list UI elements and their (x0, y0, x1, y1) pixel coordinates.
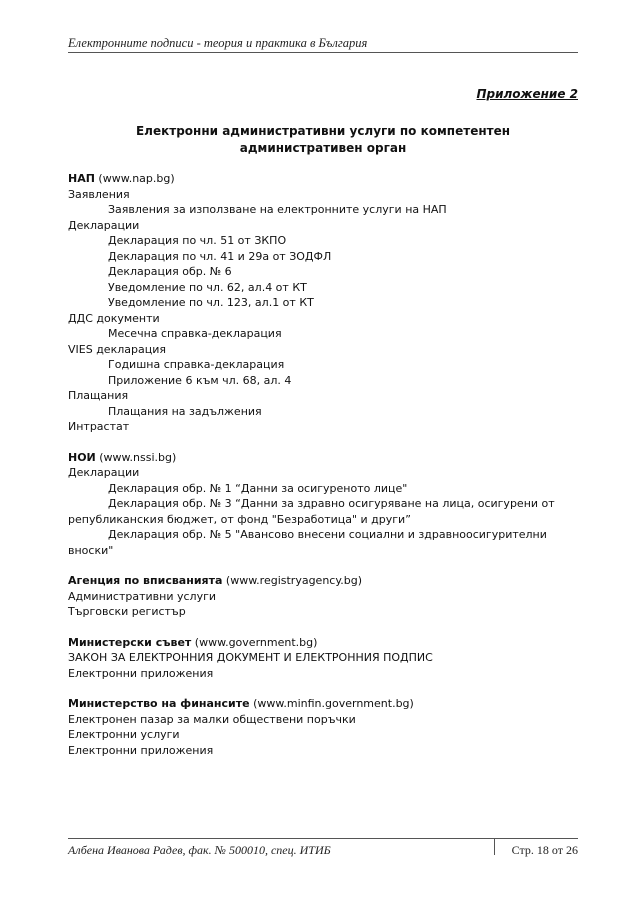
list-item: ЗАКОН ЗА ЕЛЕКТРОННИЯ ДОКУМЕНТ И ЕЛЕКТРОННИЯ ПОДПИС (68, 651, 433, 664)
page-title-line-1: Електронни административни услуги по компетентен (135, 124, 511, 138)
list-item: Плащания на задължения (108, 404, 262, 418)
list-item: Декларация по чл. 51 от ЗКПО (108, 234, 287, 247)
list-item: Електронни услуги (68, 728, 180, 741)
page-number: Стр. 18 от 26 (511, 843, 578, 857)
section-url: (www.government.bg) (191, 635, 318, 649)
section-spacer (68, 435, 578, 450)
services-list (68, 171, 578, 758)
category-label: Плащания (68, 389, 129, 402)
list-item: Административни услуги (68, 589, 217, 603)
section-spacer (68, 620, 578, 635)
section-name: Агенция по вписванията (68, 574, 223, 587)
section-url: (www.nap.bg) (94, 172, 175, 185)
list-item: Електронни приложения (68, 666, 214, 680)
category-label: ДДС документи (68, 311, 160, 325)
running-header: Електронните подписи - теория и практика в България (68, 36, 368, 50)
category-label: VIES декларация (68, 342, 166, 356)
section-heading-finance (68, 696, 578, 712)
category-label: Интрастат (68, 420, 130, 433)
list-item: Електронни приложения (68, 743, 214, 757)
section-heading-registry (68, 573, 578, 589)
list-item: Декларация обр. № 1 “Данни за осигуреното лице" (108, 481, 408, 495)
header-rule (68, 52, 578, 53)
list-item: Заявления за използване на електронните услуги на НАП (108, 203, 447, 216)
section-heading-council (68, 635, 578, 651)
section-name: НАП (68, 172, 95, 185)
list-item: Декларация обр. № 5 "Авансово внесени социални и здравноосигурителни вноски" (68, 528, 547, 557)
list-item: Електронен пазар за малки обществени поръчки (68, 712, 356, 726)
page-title (68, 123, 578, 157)
appendix-label: Приложение 2 (476, 87, 578, 101)
list-item: Месечна справка-декларация (108, 327, 282, 340)
section-url: (www.minfin.government.bg) (249, 697, 414, 710)
list-item: Декларация по чл. 41 и 29а от ЗОДФЛ (108, 249, 332, 263)
list-item: Декларация обр. № 6 (108, 265, 232, 278)
list-item: Уведомление по чл. 62, ал.4 от КТ (108, 280, 307, 294)
category-label: Декларации (68, 218, 140, 232)
category-label: Заявления (68, 187, 130, 201)
footer-author: Албена Иванова Радев, фак. № 500010, спец. ИТИБ (68, 843, 331, 857)
list-item: Годишна справка-декларация (108, 358, 285, 371)
section-url: (www.registryagency.bg) (222, 574, 363, 587)
section-name: НОИ (68, 450, 96, 464)
category-label: Декларации (68, 466, 140, 479)
section-name: Министерски съвет (68, 635, 192, 649)
list-item: Приложение 6 към чл. 68, ал. 4 (108, 373, 292, 387)
page-title-line-2: административен орган (239, 141, 407, 155)
footer-separator (494, 839, 495, 855)
section-name: Министерство на финансите (68, 697, 250, 710)
footer-rule (68, 838, 578, 839)
list-item: Търговски регистър (68, 605, 186, 618)
section-heading-nap (68, 171, 578, 187)
section-heading-noi (68, 450, 578, 466)
list-item: Уведомление по чл. 123, ал.1 от КТ (108, 296, 314, 309)
section-spacer (68, 681, 578, 696)
list-item: Декларация обр. № 3 “Данни за здравно осигуряване на лица, осигурени от републиканския бюджет, от фонд "Безработица" и други” (68, 497, 555, 526)
section-url: (www.nssi.bg) (95, 450, 177, 464)
section-spacer (68, 558, 578, 573)
